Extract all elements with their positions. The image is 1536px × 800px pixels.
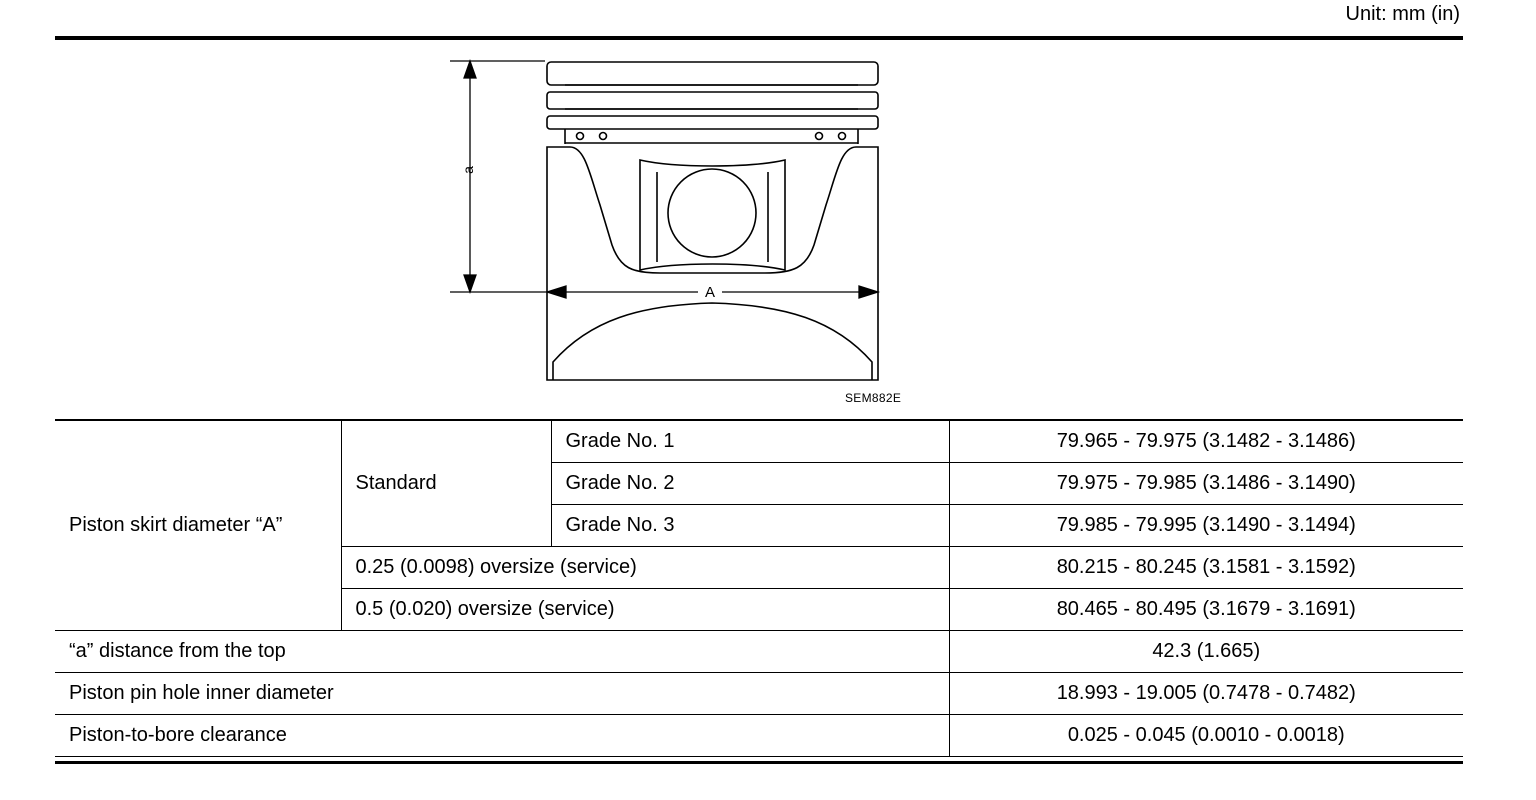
spec-value: 42.3 (1.665)	[949, 630, 1463, 672]
oversize-value: 80.215 - 80.245 (3.1581 - 3.1592)	[949, 546, 1463, 588]
table-row	[55, 630, 1463, 672]
grade-label: Grade No. 1	[551, 420, 949, 462]
top-rule	[55, 36, 1463, 40]
unit-label: Unit: mm (in)	[1345, 3, 1460, 25]
grade-value: 79.975 - 79.985 (3.1486 - 3.1490)	[949, 462, 1463, 504]
skirt-diameter-label: Piston skirt diameter “A”	[55, 420, 341, 630]
spec-label: Piston pin hole inner diameter	[55, 672, 949, 714]
table-row	[55, 672, 1463, 714]
table-row	[55, 714, 1463, 756]
table-row	[55, 420, 1463, 462]
spec-label: Piston-to-bore clearance	[55, 714, 949, 756]
oversize-label: 0.5 (0.020) oversize (service)	[341, 588, 949, 630]
spec-label: “a” distance from the top	[55, 630, 949, 672]
piston-spec-table	[55, 419, 1463, 757]
grade-value: 79.985 - 79.995 (3.1490 - 3.1494)	[949, 504, 1463, 546]
piston-crown	[547, 62, 878, 85]
ring-land-3	[547, 116, 878, 129]
grade-label: Grade No. 2	[551, 462, 949, 504]
oversize-label: 0.25 (0.0098) oversize (service)	[341, 546, 949, 588]
pin-boss	[640, 160, 785, 270]
grade-label: Grade No. 3	[551, 504, 949, 546]
pin-hole	[668, 169, 756, 257]
spec-value: 18.993 - 19.005 (0.7478 - 0.7482)	[949, 672, 1463, 714]
bottom-rule	[55, 761, 1463, 764]
spec-value: 0.025 - 0.045 (0.0010 - 0.0018)	[949, 714, 1463, 756]
ring-land-2	[547, 92, 878, 109]
dimension-A-label: A	[704, 284, 716, 301]
standard-label: Standard	[341, 420, 551, 546]
piston-diagram	[440, 50, 940, 410]
skirt-arc	[553, 303, 872, 380]
figure-code: SEM882E	[845, 391, 902, 405]
oversize-value: 80.465 - 80.495 (3.1679 - 3.1691)	[949, 588, 1463, 630]
grade-value: 79.965 - 79.975 (3.1482 - 3.1486)	[949, 420, 1463, 462]
dimension-a-label: a	[460, 166, 476, 174]
